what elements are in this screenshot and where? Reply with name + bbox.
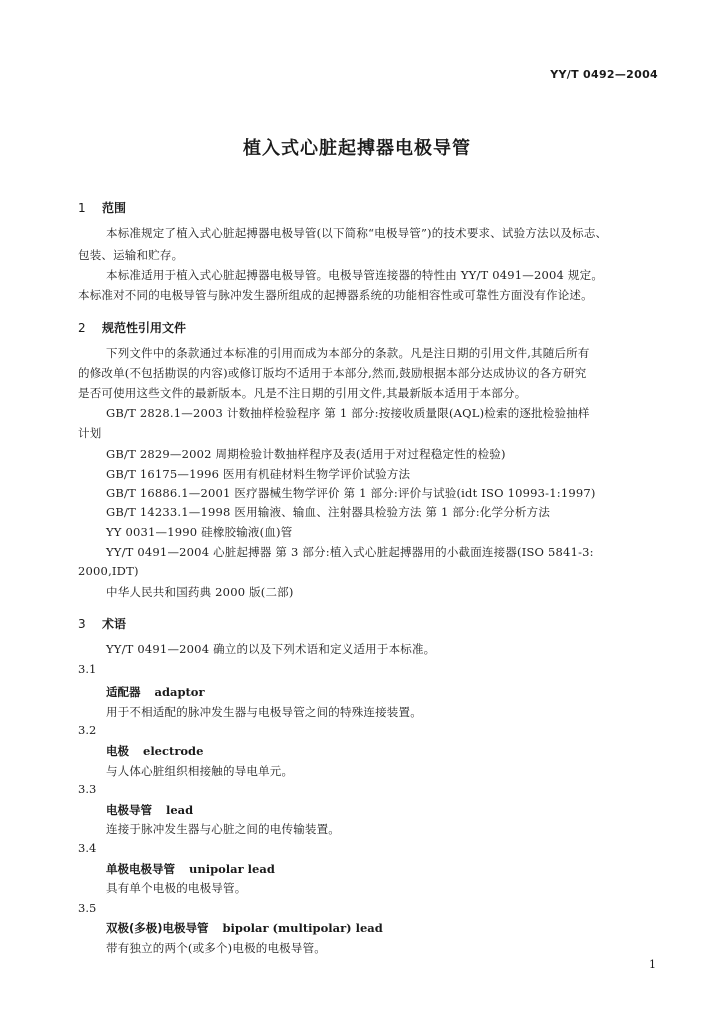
reference-item: GB/T 16175—1996 医用有机硅材料生物学评价试验方法 bbox=[106, 467, 411, 481]
term-heading bbox=[106, 920, 383, 936]
term-definition: 具有单个电极的电极导管。 bbox=[106, 881, 247, 895]
term-zh: 电极 bbox=[106, 744, 129, 758]
paragraph-line: 是否可使用这些文件的最新版本。凡是不注日期的引用文件,其最新版本适用于本部分。 bbox=[78, 386, 527, 400]
term-zh: 双极(多极)电极导管 bbox=[106, 921, 209, 935]
reference-item: GB/T 2829—2002 周期检验计数抽样程序及表(适用于对过程稳定性的检验) bbox=[106, 447, 506, 461]
section-heading-normative-references bbox=[78, 319, 186, 336]
section-title: 规范性引用文件 bbox=[102, 321, 187, 335]
section-heading-terms bbox=[78, 615, 126, 632]
term-zh: 适配器 bbox=[106, 685, 141, 699]
term-en: unipolar lead bbox=[189, 862, 275, 876]
page-title: 植入式心脏起搏器电极导管 bbox=[243, 138, 471, 159]
section-heading-scope bbox=[78, 199, 126, 216]
term-heading bbox=[106, 861, 275, 877]
term-number: 3.5 bbox=[78, 901, 97, 915]
paragraph-line: 本标准规定了植入式心脏起搏器电极导管(以下简称“电极导管”)的技术要求、试验方法以及标志、 bbox=[106, 226, 608, 240]
term-definition: 带有独立的两个(或多个)电极的电极导管。 bbox=[106, 941, 326, 955]
section-number: 2 bbox=[78, 321, 86, 335]
term-number: 3.4 bbox=[78, 841, 97, 855]
term-number: 3.2 bbox=[78, 723, 97, 737]
section-number: 1 bbox=[78, 201, 86, 215]
section-title: 术语 bbox=[102, 617, 127, 631]
reference-item: 2000,IDT) bbox=[78, 564, 139, 578]
term-definition: 与人体心脏组织相接触的导电单元。 bbox=[106, 764, 294, 778]
paragraph-line: 包装、运输和贮存。 bbox=[78, 248, 184, 262]
reference-item: 中华人民共和国药典 2000 版(二部) bbox=[106, 585, 294, 599]
term-definition: 连接于脉冲发生器与心脏之间的电传输装置。 bbox=[106, 822, 340, 836]
term-number: 3.3 bbox=[78, 782, 97, 796]
reference-item: 计划 bbox=[78, 426, 102, 440]
paragraph-line: YY/T 0491—2004 确立的以及下列术语和定义适用于本标准。 bbox=[106, 642, 436, 656]
reference-item: GB/T 14233.1—1998 医用输液、输血、注射器具检验方法 第 1 部分:化学分析方法 bbox=[106, 505, 551, 519]
reference-item: YY/T 0491—2004 心脏起搏器 第 3 部分:植入式心脏起搏器用的小截面连接器(ISO 5841-3: bbox=[106, 545, 594, 559]
section-title: 范围 bbox=[102, 201, 127, 215]
section-number: 3 bbox=[78, 617, 86, 631]
term-en: lead bbox=[166, 803, 194, 817]
term-heading bbox=[106, 684, 205, 700]
paragraph-line: 下列文件中的条款通过本标准的引用而成为本部分的条款。凡是注日期的引用文件,其随后所有 bbox=[106, 346, 590, 360]
term-en: electrode bbox=[143, 744, 204, 758]
reference-item: YY 0031—1990 硅橡胶输液(血)管 bbox=[106, 525, 293, 539]
paragraph-line: 本标准适用于植入式心脏起搏器电极导管。电极导管连接器的特性由 YY/T 0491—2004 规定。 bbox=[106, 268, 604, 282]
term-definition: 用于不相适配的脉冲发生器与电极导管之间的特殊连接装置。 bbox=[106, 705, 422, 719]
term-zh: 单极电极导管 bbox=[106, 862, 175, 876]
paragraph-line: 本标准对不同的电极导管与脉冲发生器所组成的起搏器系统的功能相容性或可靠性方面没有作论述。 bbox=[78, 288, 593, 302]
standard-code: YY/T 0492—2004 bbox=[550, 68, 658, 81]
page-number: 1 bbox=[649, 958, 656, 971]
term-en: adaptor bbox=[154, 685, 205, 699]
paragraph-line: 的修改单(不包括勘误的内容)或修订版均不适用于本部分,然而,鼓励根据本部分达成协议的各方研究 bbox=[78, 366, 587, 380]
term-zh: 电极导管 bbox=[106, 803, 152, 817]
term-heading bbox=[106, 743, 203, 759]
reference-item: GB/T 2828.1—2003 计数抽样检验程序 第 1 部分:按接收质量限(AQL)检索的逐批检验抽样 bbox=[106, 406, 590, 420]
reference-item: GB/T 16886.1—2001 医疗器械生物学评价 第 1 部分:评价与试验(idt ISO 10993-1:1997) bbox=[106, 486, 596, 500]
term-en: bipolar (multipolar) lead bbox=[222, 921, 383, 935]
term-number: 3.1 bbox=[78, 662, 97, 676]
term-heading bbox=[106, 802, 193, 818]
